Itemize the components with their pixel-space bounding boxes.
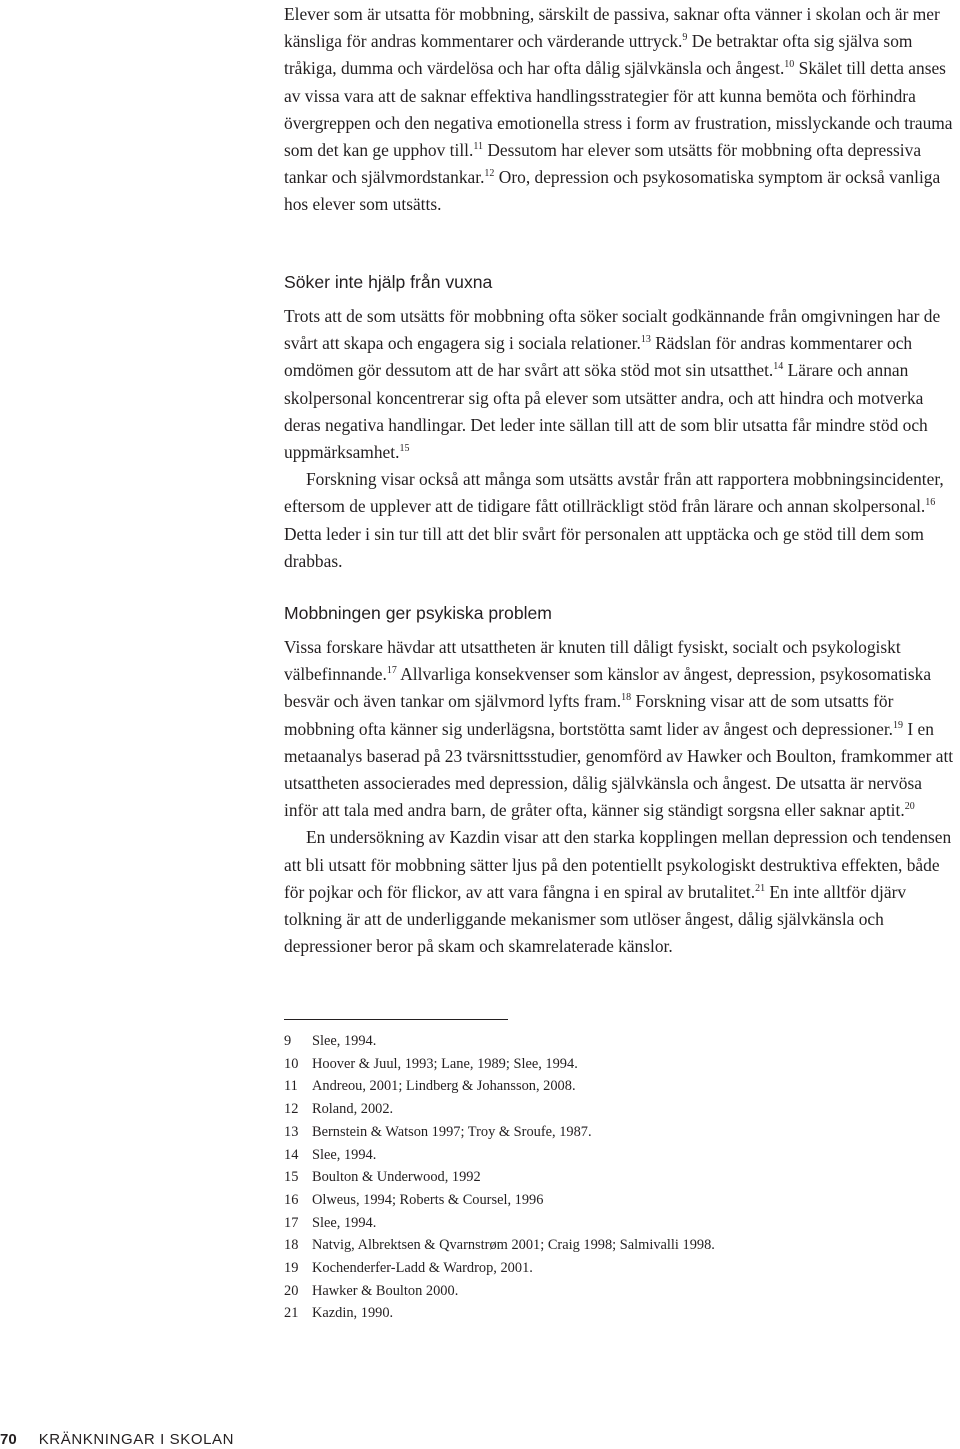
footnote-item xyxy=(284,1098,944,1121)
footnote-ref: 17 xyxy=(386,665,397,677)
footnote-text: Kazdin, 1990. xyxy=(312,1305,394,1322)
footnote-number: 12 xyxy=(284,1101,299,1118)
footnote-ref: 19 xyxy=(893,719,904,731)
section-1-paragraph-2 xyxy=(284,466,958,575)
footnote-ref: 13 xyxy=(640,334,651,346)
text-run: Allvarliga konsekvenser som känslor av ångest, depression, psykosomatiska besvär och även tankar om självmord lyfts fram. xyxy=(284,664,932,712)
page-footer xyxy=(0,1431,234,1449)
intro-block xyxy=(284,1,958,219)
footnote-number: 20 xyxy=(284,1282,299,1299)
text-run: En inte alltför djärv tolkning är att de underliggande mekanismer som utlöser ångest, dålig självkänsla och depressioner beror på skam och skamrelaterade känslor. xyxy=(284,881,907,957)
footnote-item xyxy=(284,1030,944,1053)
footnote-item xyxy=(284,1189,944,1212)
footnote-item xyxy=(284,1280,944,1303)
text-run: Dessutom har elever som utsätts för mobbning ofta depressiva tankar och självmordstankar. xyxy=(284,140,922,188)
footnote-number: 14 xyxy=(284,1146,299,1163)
footnote-number: 9 xyxy=(284,1033,292,1049)
text-run: Lärare och annan skolpersonal koncentrerar sig ofta på elever som utsätter andra, och att hindra och motverka deras negativa handlingar. Det leder inte sällan till att de som blir utsatta får mindre stöd och uppmärksamhet. xyxy=(284,360,928,463)
footnote-ref: 14 xyxy=(773,361,784,373)
section-1-paragraph-1 xyxy=(284,303,958,466)
footnote-text: Roland, 2002. xyxy=(312,1101,394,1118)
footnote-text: Slee, 1994. xyxy=(312,1146,377,1163)
footnote-number: 16 xyxy=(284,1191,299,1208)
footnote-item xyxy=(284,1234,944,1257)
section-heading: Söker inte hjälp från vuxna xyxy=(284,272,493,292)
footnote-item xyxy=(284,1075,944,1098)
footnote-item xyxy=(284,1121,944,1144)
footnote-text: Olweus, 1994; Roberts & Coursel, 1996 xyxy=(312,1191,544,1208)
text-run: Elever som är utsatta för mobbning, särskilt de passiva, saknar ofta vänner i skolan och är mer känsliga för andras kommentarer och värderande uttryck. xyxy=(284,4,940,52)
footnote-text: Hoover & Juul, 1993; Lane, 1989; Slee, 1994. xyxy=(312,1055,578,1072)
footnote-ref: 10 xyxy=(784,59,795,71)
text-run: I en metaanalys baserad på 23 tvärsnittsstudier, genomförd av Hawker och Boulton, framkommer att utsattheten associerades med depression, dålig självkänsla och ångest. De utsatta är nervösa inför att tala med andra barn, de gråter ofta, känner sig ständigt sorgsna eller saknar aptit. xyxy=(284,718,954,821)
text-run: Vissa forskare hävdar att utsattheten är knuten till dåligt fysiskt, socialt och psykologiskt välbefinnande. xyxy=(284,637,901,685)
text-run: Forskning visar också att många som utsätts avstår från att rapportera mobbningsincidenter, eftersom de upplever att de tidigare fått otillräckligt stöd från lärare och annan skolpersonal. xyxy=(284,469,944,517)
section-2-paragraph-2 xyxy=(284,824,958,960)
footnote-text: Bernstein & Watson 1997; Troy & Sroufe, 1987. xyxy=(312,1123,592,1140)
footnote-text: Hawker & Boulton 2000. xyxy=(312,1282,459,1299)
footnote-number: 21 xyxy=(284,1305,299,1322)
section-2-paragraph-1 xyxy=(284,634,958,824)
footnote-ref: 9 xyxy=(682,32,688,44)
text-run: Oro, depression och psykosomatiska symptom är också vanliga hos elever som utsätts. xyxy=(284,167,941,215)
footnote-ref: 11 xyxy=(473,141,483,153)
footnote-ref: 15 xyxy=(399,443,410,455)
footnote-text: Natvig, Albrektsen & Qvarnstrøm 2001; Craig 1998; Salmivalli 1998. xyxy=(312,1237,715,1254)
footnote-number: 19 xyxy=(284,1260,299,1277)
footnote-ref: 12 xyxy=(484,168,495,180)
text-run: Rädslan för andras kommentarer och omdömen gör dessutom att de har svårt att söka stöd mot sin utsatthet. xyxy=(284,333,913,381)
intro-paragraph xyxy=(284,1,958,219)
footnote-text: Slee, 1994. xyxy=(312,1214,377,1231)
footnote-item xyxy=(284,1212,944,1235)
footnote-separator xyxy=(284,1019,508,1020)
footnote-ref: 18 xyxy=(621,692,632,704)
footnote-number: 10 xyxy=(284,1055,299,1072)
footnote-number: 11 xyxy=(284,1078,298,1095)
footnote-item xyxy=(284,1302,944,1325)
footnote-item xyxy=(284,1257,944,1280)
footnote-text: Slee, 1994. xyxy=(312,1033,377,1049)
footnote-number: 13 xyxy=(284,1123,299,1140)
footnote-text: Andreou, 2001; Lindberg & Johansson, 2008. xyxy=(312,1078,576,1095)
section-2 xyxy=(284,601,958,625)
section-1 xyxy=(284,270,958,294)
footnote-number: 18 xyxy=(284,1237,299,1254)
footnote-item xyxy=(284,1053,944,1076)
section-1-body xyxy=(284,303,958,575)
running-head: KRÄNKNINGAR I SKOLAN xyxy=(38,1431,235,1448)
footnote-ref: 16 xyxy=(925,497,936,509)
section-heading: Mobbningen ger psykiska problem xyxy=(284,603,552,623)
footnotes-list xyxy=(284,1030,944,1325)
text-run: Trots att de som utsätts för mobbning ofta söker socialt godkännande från omgivningen har de svårt att skapa och engagera sig i sociala relationer. xyxy=(284,306,941,354)
page-number: 70 xyxy=(0,1431,17,1448)
text-run: Forskning visar att de som utsatts för mobbning ofta känner sig underlägsna, bortstötta samt lider av ångest och depressioner. xyxy=(284,691,894,739)
section-2-body xyxy=(284,634,958,960)
footnote-text: Kochenderfer-Ladd & Wardrop, 2001. xyxy=(312,1260,533,1277)
footnote-text: Boulton & Underwood, 1992 xyxy=(312,1169,481,1186)
text-run: De betraktar ofta sig själva som tråkiga, dumma och värdelösa och har ofta dålig självkänsla och ångest. xyxy=(284,31,913,79)
text-run: En undersökning av Kazdin visar att den starka kopplingen mellan depression och tendensen att bli utsatt för mobbning sätter ljus på den potentiellt psykologiskt destruktiva effekten, både för pojkar och för flickor, av att vara fångna i en spiral av brutalitet. xyxy=(284,827,952,902)
footnote-item xyxy=(284,1144,944,1167)
text-run: Skälet till detta anses av vissa vara att de saknar effektiva handlingsstrategier för att kunna bemöta och förhindra övergreppen och den negativa emotionella stress i form av frustration, misslyckande och trauma som det kan ge upphov till. xyxy=(284,58,953,161)
footnote-number: 17 xyxy=(284,1214,299,1231)
text-run: Detta leder i sin tur till att det blir svårt för personalen att upptäcka och ge stöd till dem som drabbas. xyxy=(284,523,924,571)
footnote-item xyxy=(284,1166,944,1189)
footnote-ref: 21 xyxy=(755,883,766,895)
footnote-ref: 20 xyxy=(904,801,915,813)
footnote-number: 15 xyxy=(284,1169,299,1186)
